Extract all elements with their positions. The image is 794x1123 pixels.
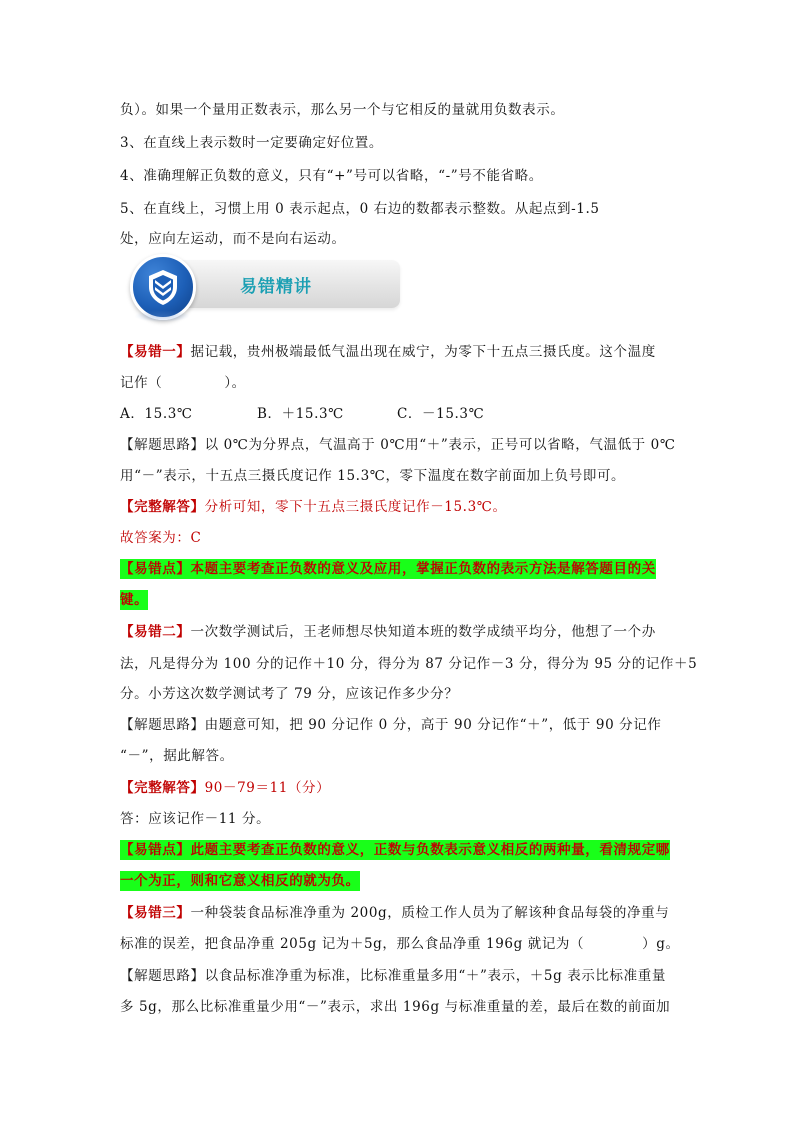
q1-options — [120, 404, 485, 424]
q1-answer: 分析可知，零下十五点三摄氏度记作－15.3℃。 — [204, 499, 507, 515]
section-banner — [120, 252, 405, 322]
q1-error-point-2: 键。 — [120, 592, 149, 608]
q2-answer-line — [120, 778, 330, 798]
q3-stem-2a: 标准的误差，把食品净重 205g 记为＋5g，那么食品净重 196g 就记为（ — [120, 936, 585, 952]
q2-stem-line-1 — [120, 622, 656, 642]
q3-think-1: 【解题思路】以食品标准净重为标准，比标准重量多用“＋”表示，＋5g 表示比标准重量 — [120, 968, 666, 984]
banner-reflection — [134, 310, 190, 322]
q1-option-b: B．＋15.3℃ — [257, 406, 344, 422]
q1-think-2: 用“－”表示，十五点三摄氏度记作 15.3℃，零下温度在数字前面加上负号即可。 — [120, 468, 626, 484]
q2-final-answer: 答：应该记作－11 分。 — [120, 811, 271, 827]
q2-think-2: “－”，据此解答。 — [120, 748, 234, 764]
q2-error-point-1: 【易错点】此题主要考查正负数的意义，正数与负数表示意义相反的两种量，看清规定哪 — [120, 842, 670, 858]
q1-stem-line-2 — [120, 373, 246, 393]
q3-stem-line-1 — [120, 903, 669, 923]
q1-stem-1: 据记载，贵州极端最低气温出现在威宁，为零下十五点三摄氏度。这个温度 — [190, 344, 656, 360]
shield-icon — [133, 257, 193, 317]
q3-stem-line-2 — [120, 934, 680, 954]
q1-stem-2a: 记作（ — [120, 375, 163, 391]
q3-think-2: 多 5g，那么比标准重量少用“－”表示，求出 196g 与标准重量的差，最后在数的前面加 — [120, 999, 671, 1015]
q2-think-1: 【解题思路】由题意可知，把 90 分记作 0 分，高于 90 分记作“＋”，低于 90 分记作 — [120, 717, 662, 733]
q3-stem-2b: ）g。 — [642, 936, 680, 952]
q3-tag: 【易错三】 — [120, 905, 191, 921]
q1-think-1: 【解题思路】以 0℃为分界点，气温高于 0℃用“＋”表示，正号可以省略，气温低于 0℃ — [120, 437, 676, 453]
q1-tag: 【易错一】 — [120, 344, 191, 360]
q1-option-c: C．－15.3℃ — [397, 406, 485, 422]
intro-line-4: 4、准确理解正负数的意义，只有“+”号可以省略，“-”号不能省略。 — [120, 168, 543, 184]
q2-answer: 90－79＝11（分） — [204, 780, 331, 796]
intro-line-5-cont: 处，应向左运动，而不是向右运动。 — [120, 231, 346, 247]
q2-stem-line-2: 法，凡是得分为 100 分的记作＋10 分，得分为 87 分记作－3 分，得分为 95 分的记作＋5 — [120, 656, 698, 672]
intro-line-1: 负）。如果一个量用正数表示，那么另一个与它相反的量就用负数表示。 — [120, 102, 565, 118]
q2-stem-line-3: 分。小芳这次数学测试考了 79 分，应该记作多少分？ — [120, 686, 459, 702]
q1-option-a: A．15.3℃ — [120, 406, 193, 422]
intro-line-5: 5、在直线上，习惯上用 0 表示起点，0 右边的数都表示整数。从起点到-1.5 — [120, 201, 600, 217]
q1-stem-2b: ）。 — [224, 375, 246, 391]
q1-final-answer: 故答案为：C — [120, 530, 202, 546]
banner-title: 易错精讲 — [240, 277, 312, 297]
q2-stem-1: 一次数学测试后，王老师想尽快知道本班的数学成绩平均分，他想了一个办 — [190, 624, 656, 640]
q3-stem-1: 一种袋装食品标准净重为 200g，质检工作人员为了解该种食品每袋的净重与 — [190, 905, 670, 921]
q1-answer-tag: 【完整解答】 — [120, 499, 205, 515]
q1-answer-line — [120, 497, 507, 517]
q1-error-point-1: 【易错点】本题主要考查正负数的意义及应用，掌握正负数的表示方法是解答题目的关 — [120, 561, 656, 577]
q1-stem-line-1 — [120, 342, 656, 362]
q2-error-point-2: 一个为正，则和它意义相反的就为负。 — [120, 873, 360, 889]
q2-tag: 【易错二】 — [120, 624, 191, 640]
intro-line-3: 3、在直线上表示数时一定要确定好位置。 — [120, 135, 383, 151]
q2-answer-tag: 【完整解答】 — [120, 780, 205, 796]
